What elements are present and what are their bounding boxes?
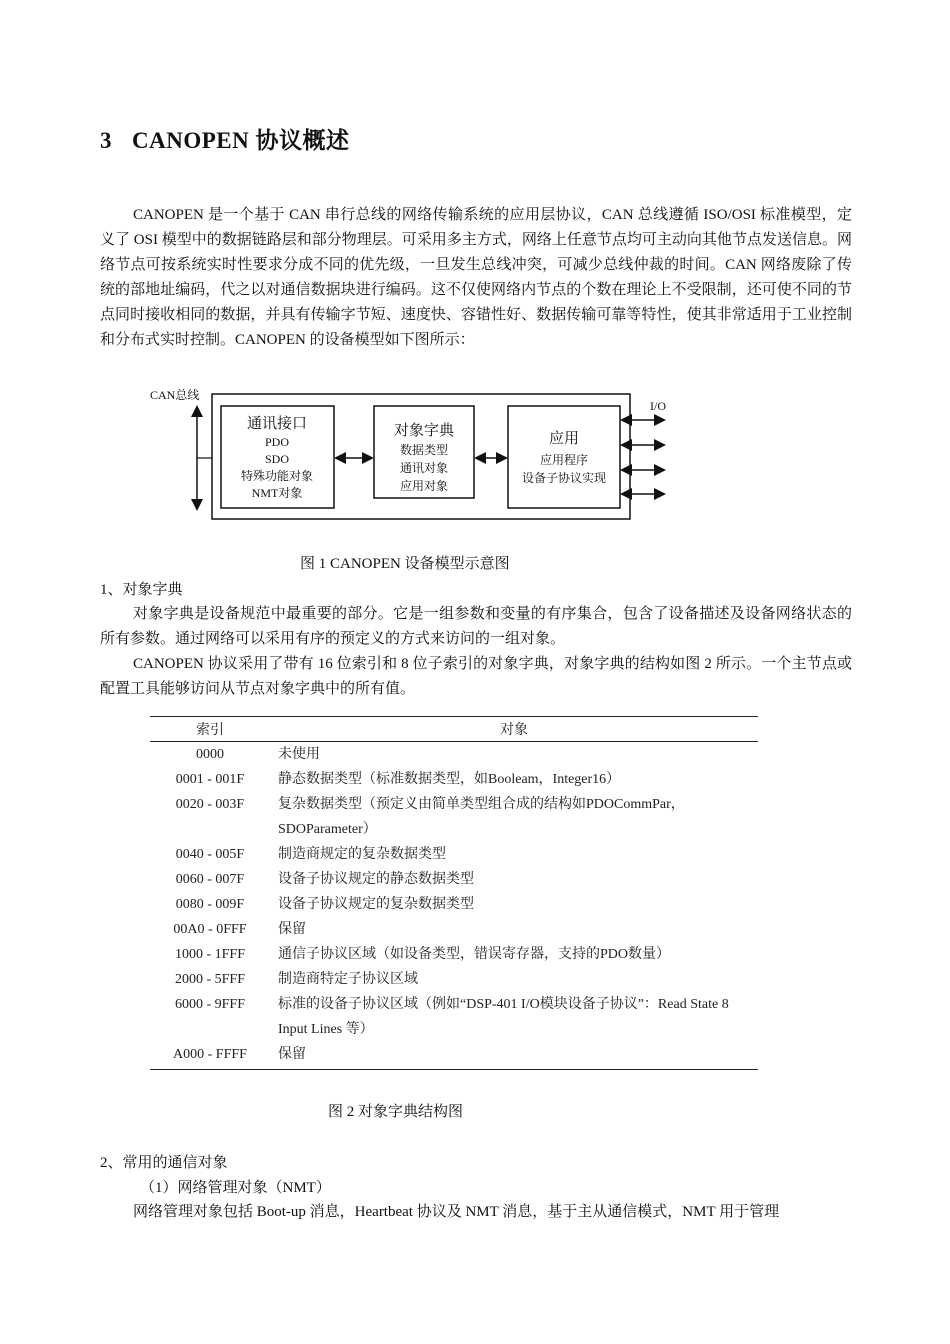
row-object: 复杂数据类型（预定义由简单类型组合成的结构如PDOCommPar，SDOParameter） xyxy=(278,797,685,837)
subsection1-para1: 对象字典是设备规范中最重要的部分。它是一组参数和变量的有序集合，包含了设备描述及设备网络状态的所有参数。通过网络可以采用有序的预定义的方式来访问的一组对象。 xyxy=(100,606,852,647)
header-object: 对象 xyxy=(270,717,758,742)
comm-interface-line-4: NMT对象 xyxy=(251,486,303,500)
comm-interface-title: 通讯接口 xyxy=(246,416,308,432)
subsection2-heading: 2、常用的通信对象 xyxy=(100,1155,228,1171)
row-index: A000 - FFFF xyxy=(150,1042,270,1070)
section-number: 3 xyxy=(100,128,112,153)
can-bus-label: CAN总线 xyxy=(150,388,200,402)
object-dictionary-line-1: 数据类型 xyxy=(399,443,449,457)
object-dictionary-line-3: 应用对象 xyxy=(399,479,449,493)
comm-interface-line-1: PDO xyxy=(264,435,290,449)
application-line-2: 设备子协议实现 xyxy=(521,471,607,485)
row-index: 1000 - 1FFF xyxy=(174,947,246,962)
row-object: 制造商特定子协议区域 xyxy=(278,972,418,987)
subsection1-para2: CANOPEN 协议采用了带有 16 位索引和 8 位子索引的对象字典，对象字典的结构如图 2 所示。一个主节点或配置工具能够访问从节点对象字典中的所有值。 xyxy=(100,656,852,697)
io-label: I/O xyxy=(650,399,666,413)
object-dictionary-title: 对象字典 xyxy=(393,423,455,439)
row-object: 静态数据类型（标准数据类型，如Booleam，Integer16） xyxy=(278,772,621,787)
row-index: 0020 - 003F xyxy=(175,797,245,812)
table-row xyxy=(150,742,758,768)
row-index: 0040 - 005F xyxy=(175,847,245,862)
nmt-heading: （1）网络管理对象（NMT） xyxy=(140,1180,331,1196)
row-object: 设备子协议规定的复杂数据类型 xyxy=(278,897,474,912)
application-title: 应用 xyxy=(548,431,580,447)
object-dictionary-table xyxy=(150,716,758,1070)
row-object: 标准的设备子协议区域（例如“DSP-401 I/O模块设备子协议”：Read State 8 Input Lines 等） xyxy=(278,997,729,1037)
row-index: 00A0 - 0FFF xyxy=(173,922,247,937)
table-row xyxy=(150,767,758,792)
row-index: 6000 - 9FFF xyxy=(174,997,246,1012)
row-object: 保留 xyxy=(270,1042,758,1070)
application-line-1: 应用程序 xyxy=(539,453,589,467)
row-object: 未使用 xyxy=(278,747,320,762)
canopen-device-model-diagram xyxy=(145,386,675,526)
comm-interface-line-3: 特殊功能对象 xyxy=(240,469,314,483)
object-dictionary-line-2: 通讯对象 xyxy=(399,461,449,475)
table-row xyxy=(150,842,758,867)
header-index: 索引 xyxy=(150,717,270,742)
row-index: 0000 xyxy=(196,747,224,762)
row-object: 制造商规定的复杂数据类型 xyxy=(278,847,446,862)
section-title xyxy=(100,122,349,155)
figure1-caption: 图 1 CANOPEN 设备模型示意图 xyxy=(300,556,510,572)
nmt-paragraph: 网络管理对象包括 Boot-up 消息，Heartbeat 协议及 NMT 消息，基于主从通信模式，NMT 用于管理 xyxy=(133,1204,780,1220)
table-row xyxy=(150,917,758,942)
table-row xyxy=(150,942,758,967)
row-index: 2000 - 5FFF xyxy=(174,972,246,987)
table-row xyxy=(150,867,758,892)
row-index: 0060 - 007F xyxy=(175,872,245,887)
table-row xyxy=(150,992,758,1042)
row-object: 通信子协议区域（如设备类型，错误寄存器，支持的PDO数量） xyxy=(278,947,671,962)
table-header-row xyxy=(150,717,758,742)
row-index: 0080 - 009F xyxy=(175,897,245,912)
table-row xyxy=(150,967,758,992)
row-index: 0001 - 001F xyxy=(175,772,245,787)
intro-paragraph: CANOPEN 是一个基于 CAN 串行总线的网络传输系统的应用层协议，CAN 总线遵循 ISO/OSI 标准模型，定义了 OSI 模型中的数据链路层和部分物理层。可采用多主方式，网络上任意节点均可主动向其他节点发送信息。网络节点可按系统实时性要求分成不同的优先级，一旦发生总线冲突，可减少总线仲裁的时间。CAN 网络废除了传统的部地址编码，代之以对通信数据块进行编码。这不仅使网络内节点的个数在理论上不受限制，还可使不同的节点同时接收相同的数据，并具有传输字节短、速度快、容错性好、数据传输可靠等特性，使其非常适用于工业控制和分布式实时控制。CANOPEN 的设备模型如下图所示： xyxy=(100,207,852,348)
table-row xyxy=(150,892,758,917)
section-title-text: CANOPEN 协议概述 xyxy=(132,128,350,153)
subsection1-heading: 1、对象字典 xyxy=(100,582,183,598)
table-row xyxy=(150,792,758,842)
table-row xyxy=(150,1042,758,1070)
comm-interface-line-2: SDO xyxy=(264,452,290,466)
figure2-caption: 图 2 对象字典结构图 xyxy=(328,1104,464,1120)
row-object: 保留 xyxy=(278,922,306,937)
row-object: 设备子协议规定的静态数据类型 xyxy=(278,872,474,887)
